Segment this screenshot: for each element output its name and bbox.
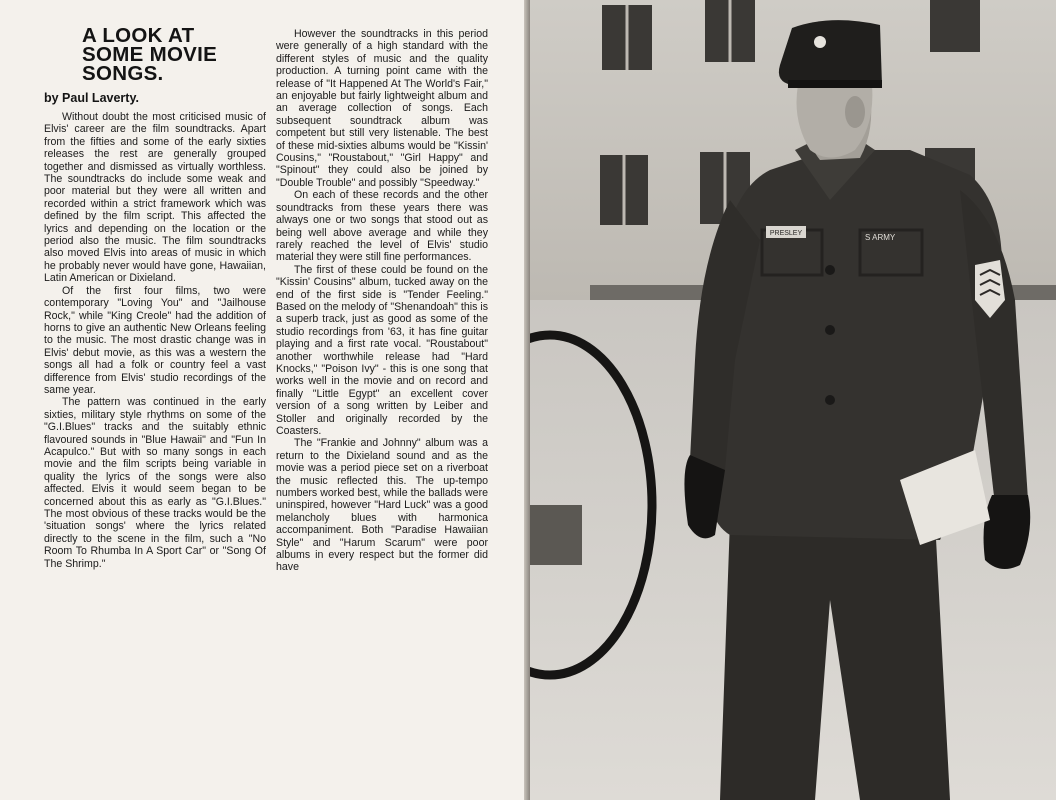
article-page: [0, 0, 526, 800]
article-column-2: [276, 28, 488, 574]
photo-illustration: [530, 0, 1056, 800]
dark-object: [530, 505, 582, 565]
army-patch-text: S ARMY: [865, 233, 896, 242]
paragraph: On each of these records and the other soundtracks from these years there was always one or two songs that stood out as being well above average and while they rarely reached the level of Elvis' studio material they were still fine performances.: [276, 189, 488, 264]
paragraph: Without doubt the most criticised music of Elvis' career are the film soundtracks. Apart from the fifties and some of the early sixties releases the rest are generally grouped together and dismissed as virtually worthless. The soundtracks do include some weak and poor material but they were all written and recorded within a strict framework which was defined by the film script. This affected the lyrics and depending on the location or the period also the music. The film soundtracks also moved Elvis into areas of music in which he probably never would have gone, Hawaiian, Latin American or Dixieland.: [44, 111, 266, 285]
article-column-1: [44, 111, 266, 570]
title-line-3: SONGS.: [82, 62, 164, 85]
title-line-2: SOME MOVIE: [82, 43, 218, 66]
paragraph: The first of these could be found on the "Kissin' Cousins" album, tucked away on the end of the first side is "Tender Feeling." Based on the melody of "Shenandoah" this is a superb track, just as good as some of the studio recordings from '63, it has fine guitar playing and a first rate vocal. "Roustabout" another worthwhile release had "Hard Knocks," "Poison Ivy" - this is one song that works well in the movie and on record and finally "Little Egypt" an excellent cover version of a song written by Leiber and Stoller and originally recorded by the Coasters.: [276, 263, 488, 437]
title-line-1: A LOOK AT: [82, 24, 195, 47]
paragraph: The "Frankie and Johnny" album was a return to the Dixieland sound and as the movie was a period piece set on a riverboat the music reflected this. The up-tempo numbers worked best, while the ballads were uninspired, however "Hard Luck" was a good melancholy blues with harmonica accompaniment. Both "Paradise Hawaiian Style" and "Harum Scarum" were poor albums in every respect but the former did have: [276, 437, 488, 574]
article-title: [82, 26, 262, 83]
paragraph: The pattern was continued in the early sixties, military style rhythms on some of the "G.I.Blues" tracks and the suitably ethnic flavoured sounds in "Blue Hawaii" and "Fun In Acapulco." But with so many songs in each movie and the film scripts being variable in quality the lyrics of the songs were also affected. Elvis it would seem began to be concerned about this as early as "G.I.Blues." The most obvious of these tracks would be the 'situation songs' where the lyrics related directly to the scene in the film, such a "No Room To Rhumba In A Sport Car" or "Song Of The Shrimp.": [44, 396, 266, 570]
paragraph: Of the first four films, two were contemporary "Loving You" and "Jailhouse Rock," while "King Creole" had the addition of horns to give an authentic New Orleans feeling to the music. The most drastic change was in Elvis' debut movie, as this was a western the songs all had a folk or country feel a vast difference from Elvis' studio recordings of the same year.: [44, 284, 266, 396]
nametag-text: PRESLEY: [769, 230, 803, 237]
byline: by Paul Laverty.: [44, 91, 139, 105]
soldier-photo: [530, 0, 1056, 800]
paragraph: However the soundtracks in this period were generally of a high standard with the different styles of music and the quality production. A turning point came with the release of "It Happened At The World's Fair," an enjoyable but fairly lightweight album and an average collection of songs. Each subsequent soundtrack album was competent but still very listenable. The best of these mid-sixties albums would be "Kissin' Cousins," "Roustabout," "Girl Happy" and "Spinout" they could also be joined by "Double Trouble" and possibly "Speedway.": [276, 28, 488, 189]
